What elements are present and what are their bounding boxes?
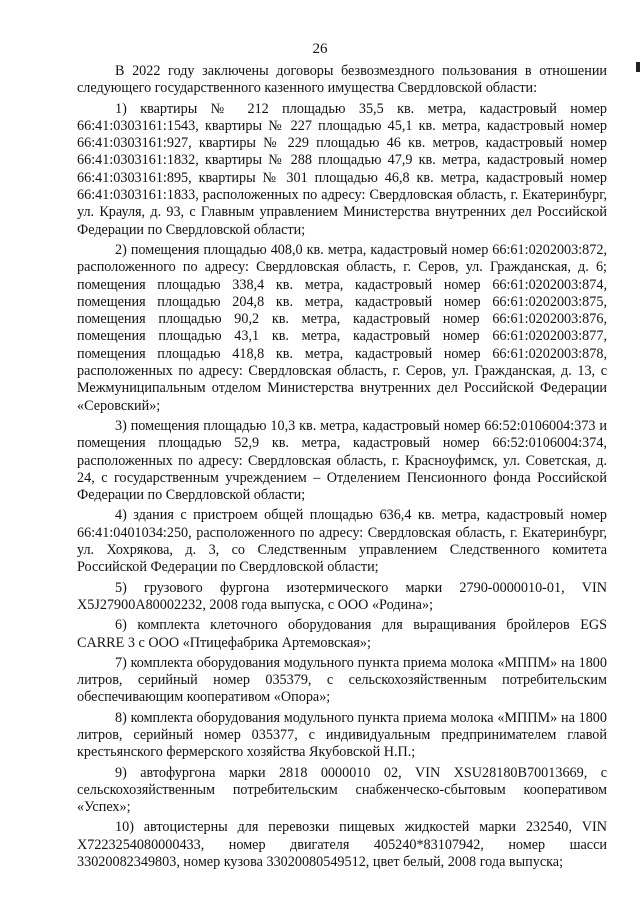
document-body	[77, 63, 607, 871]
list-item: 1) квартиры № 212 площадью 35,5 кв. метра, кадастровый номер 66:41:0303161:1543, квартиры № 227 площадью 45,1 кв. метра, кадастровый номер 66:41:0303161:927, квартиры № 229 площадью 46 кв. метров, кадастровый номер 66:41:0303161:1832, квартиры № 288 площадью 47,9 кв. метра, кадастровый номер 66:41:0303161:895, квартиры № 301 площадью 46,8 кв. метра, кадастровый номер 66:41:0303161:1833, расположенных по адресу: Свердловская область, г. Екатеринбург, ул. Крауля, д. 93, с Главным управлением Министерства внутренних дел Российской Федерации по Свердловской области;	[77, 100, 607, 238]
list-item: 4) здания с пристроем общей площадью 636,4 кв. метра, кадастровый номер 66:41:0401034:250, расположенного по адресу: Свердловская область, г. Екатеринбург, ул. Хохрякова, д. 3, со Следственным управлением Следственного комитета Российской Федерации по Свердловской области;	[77, 507, 607, 576]
margin-mark	[636, 62, 640, 72]
page-number: 26	[312, 41, 328, 57]
list-item: 2) помещения площадью 408,0 кв. метра, кадастровый номер 66:61:0202003:872, расположенного по адресу: Свердловская область, г. Серов, ул. Гражданская, д. 6; помещения площадью 338,4 кв. метра, кадастровый номер 66:61:0202003:874, помещения площадью 204,8 кв. метра, кадастровый номер 66:61:0202003:875, помещения площадью 90,2 кв. метра, кадастровый номер 66:61:0202003:876, помещения площадью 43,1 кв. метра, кадастровый номер 66:61:0202003:877, помещения площадью 418,8 кв. метра, кадастровый номер 66:61:0202003:878, расположенных по адресу: Свердловская область, г. Серов, ул. Гражданская, д. 13, с Межмуниципальным отделом Министерства внутренних дел Российской Федерации «Серовский»;	[77, 241, 607, 414]
list-item: 7) комплекта оборудования модульного пункта приема молока «МППМ» на 1800 литров, серийный номер 035379, с сельскохозяйственным потребительским обеспечивающим кооперативом «Опора»;	[77, 654, 607, 706]
list-item: 5) грузового фургона изотермического марки 2790-0000010-01, VIN X5J27900A80002232, 2008 года выпуска, с ООО «Родина»;	[77, 579, 607, 613]
list-item: 9) автофургона марки 2818 0000010 02, VIN XSU28180B70013669, с сельскохозяйственным потребительским снабженческо-сбытовым кооперативом «Успех»;	[77, 764, 607, 816]
list-item: 6) комплекта клеточного оборудования для выращивания бройлеров EGS CARRE 3 с ООО «Птицефабрика Артемовская»;	[77, 617, 607, 651]
list-item: 10) автоцистерны для перевозки пищевых жидкостей марки 232540, VIN X7223254080000433, номер двигателя 405240*83107942, номер шасси 33020082349803, номер кузова 33020080549512, цвет белый, 2008 года выпуска;	[77, 819, 607, 871]
intro-paragraph: В 2022 году заключены договоры безвозмездного пользования в отношении следующего государственного казенного имущества Свердловской области:	[77, 63, 607, 97]
list-item: 8) комплекта оборудования модульного пункта приема молока «МППМ» на 1800 литров, серийный номер 035377, с индивидуальным предпринимателем главой крестьянского фермерского хозяйства Якубовской Н.П.;	[77, 709, 607, 761]
list-item: 3) помещения площадью 10,3 кв. метра, кадастровый номер 66:52:0106004:373 и помещения площадью 52,9 кв. метра, кадастровый номер 66:52:0106004:374, расположенных по адресу: Свердловская область, г. Красноуфимск, ул. Советская, д. 24, с государственным учреждением – Отделением Пенсионного фонда Российской Федерации по Свердловской области;	[77, 417, 607, 504]
